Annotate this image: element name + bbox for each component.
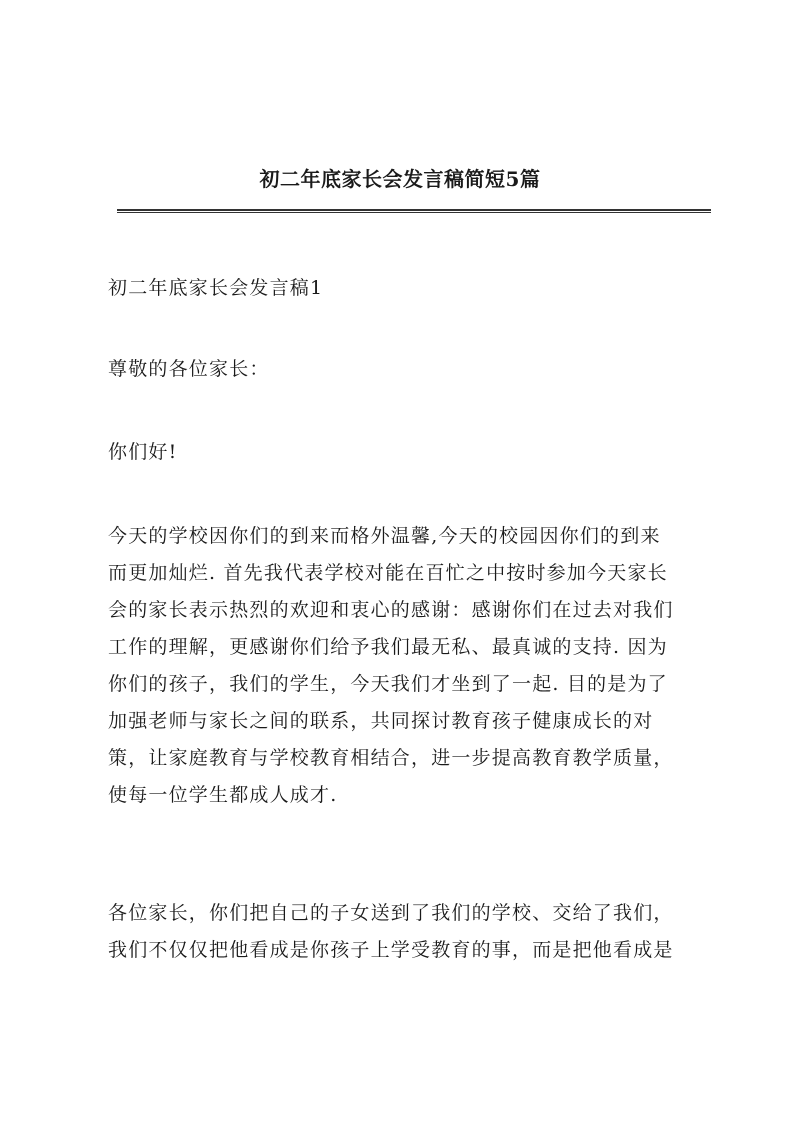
paragraph-1	[108, 518, 712, 814]
paragraph-line: 我们不仅仅把他看成是你孩子上学受教育的事，而是把他看成是	[108, 939, 674, 961]
paragraph-line: 加强老师与家长之间的联系，共同探讨教育孩子健康成长的对	[108, 710, 654, 732]
document-title: 初二年底家长会发言稿简短5篇	[259, 167, 541, 191]
paragraph-line: 工作的理解，更感谢你们给予我们最无私、最真诚的支持. 因为	[108, 636, 668, 658]
greeting: 你们好!	[108, 441, 178, 463]
paragraph-line: 使每一位学生都成人成才.	[108, 784, 338, 806]
title-divider	[117, 209, 711, 213]
paragraph-line: 各位家长，你们把自己的子女送到了我们的学校、交给了我们，	[108, 902, 674, 924]
paragraph-line: 策，让家庭教育与学校教育相结合，进一步提高教育教学质量，	[108, 747, 674, 769]
paragraph-2	[108, 895, 712, 969]
section-heading: 初二年底家长会发言稿1	[108, 277, 324, 299]
salutation: 尊敬的各位家长：	[108, 358, 270, 380]
paragraph-line: 今天的学校因你们的到来而格外温馨,今天的校园因你们的到来	[108, 525, 661, 547]
paragraph-line: 会的家长表示热烈的欢迎和衷心的感谢：感谢你们在过去对我们	[108, 599, 674, 621]
paragraph-line: 而更加灿烂. 首先我代表学校对能在百忙之中按时参加今天家长	[108, 562, 668, 584]
paragraph-line: 你们的孩子，我们的学生，今天我们才坐到了一起. 目的是为了	[108, 673, 668, 695]
